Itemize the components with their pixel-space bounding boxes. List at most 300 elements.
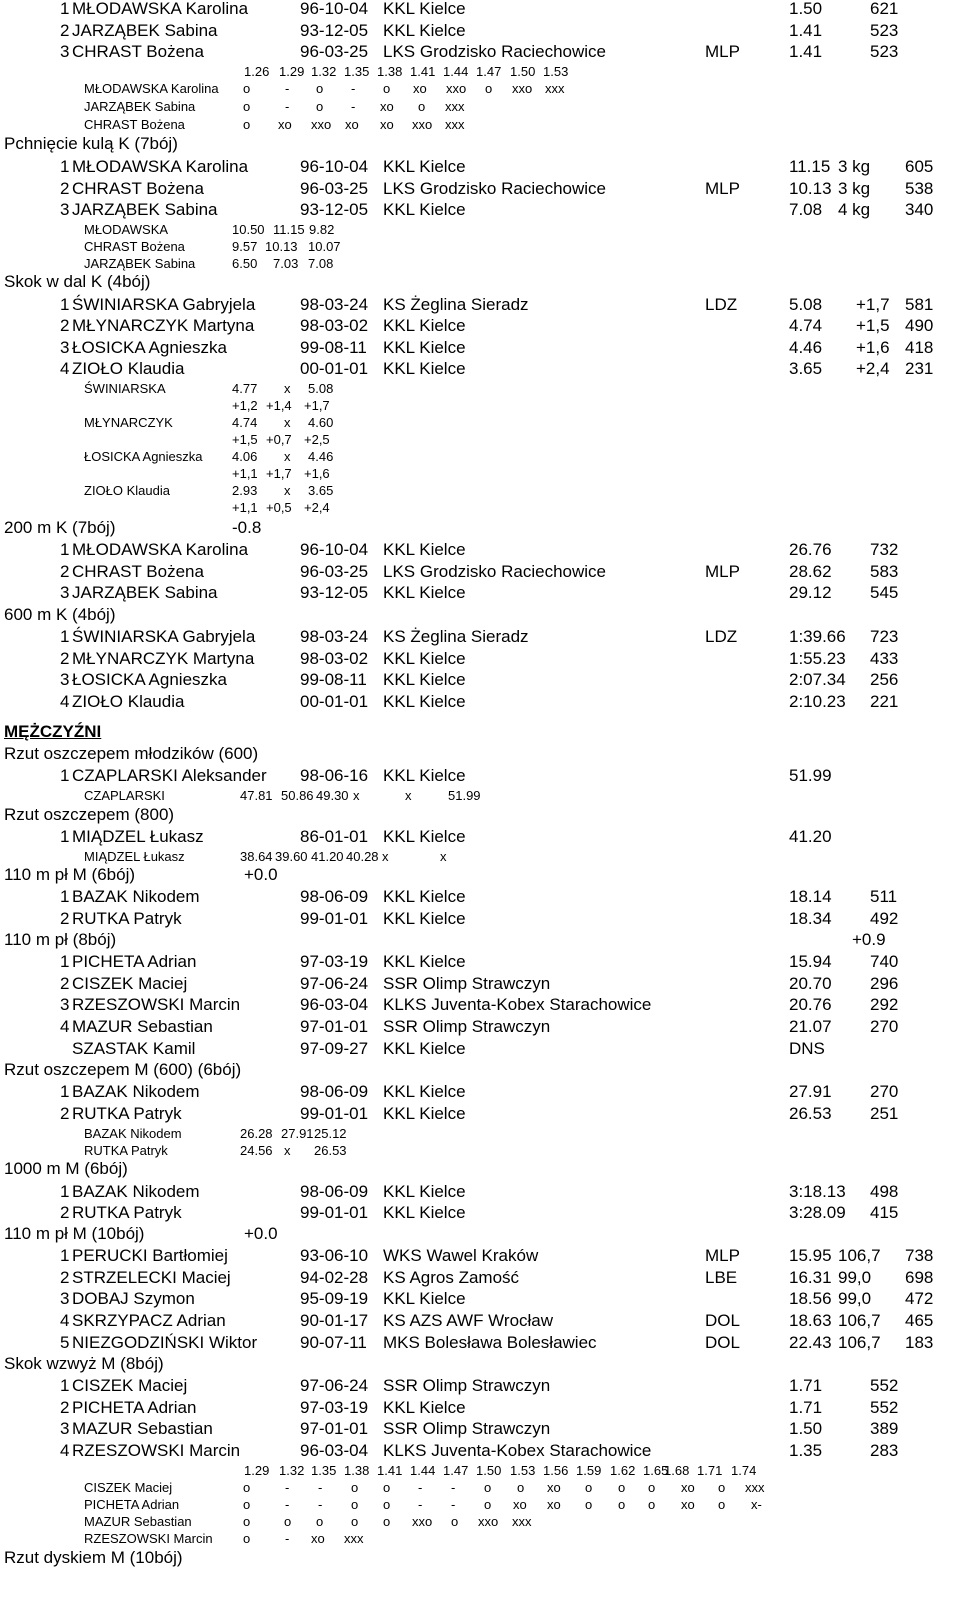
result-cell: 86-01-01 [300,827,369,846]
attempt-cell: o [351,1480,359,1495]
result-cell: DOL [705,1333,740,1352]
result-cell: 1 [60,157,70,176]
attempt-cell: o [351,1514,359,1529]
attempt-cell: RZESZOWSKI Marcin [84,1531,213,1546]
result-cell: KKL Kielce [383,583,466,602]
attempt-cell: 38.64 [240,849,273,864]
result-cell: 98-03-24 [300,295,369,314]
section-heading: MĘŻCZYŹNI [4,722,102,741]
result-cell: 110 m pł (8bój) [4,930,117,949]
result-cell: 96-10-04 [300,540,369,559]
result-cell: 26.76 [789,540,832,559]
result-cell: 552 [870,1376,899,1395]
attempt-cell: o [243,81,251,96]
attempt-cell: 1.50 [510,64,536,79]
result-cell: 90-07-11 [300,1333,367,1352]
attempt-cell: 25.12 [314,1126,347,1141]
attempt-cell: CISZEK Maciej [84,1480,173,1495]
result-cell: 96-10-04 [300,0,369,18]
result-cell: KKL Kielce [383,1289,466,1308]
result-cell: 2 [60,974,70,993]
result-cell: 1 [60,887,70,906]
result-cell: 1 [60,295,70,314]
result-cell: 3 kg [838,157,871,176]
result-cell: 93-12-05 [300,21,369,40]
result-cell: 95-09-19 [300,1289,369,1308]
attempt-cell: 4.46 [308,449,334,464]
result-cell: 4 [60,359,70,378]
result-cell: LDZ [705,627,738,646]
result-cell: 270 [870,1017,899,1036]
result-cell: 97-09-27 [300,1039,369,1058]
section-heading: Rzut oszczepem (800) [4,805,175,824]
attempt-cell: o [383,1497,391,1512]
attempt-cell: o [618,1480,626,1495]
result-cell: 433 [870,649,899,668]
result-cell: 29.12 [789,583,832,602]
result-cell: SSR Olimp Strawczyn [383,1017,551,1036]
attempt-cell: 10.13 [265,239,298,254]
result-cell: 418 [905,338,934,357]
result-cell: 96-10-04 [300,157,369,176]
attempt-cell: +2,4 [304,500,330,515]
result-cell: KKL Kielce [383,338,466,357]
result-cell: WKS Wawel Kraków [383,1246,539,1265]
result-cell: 96-03-25 [300,179,369,198]
attempt-cell: xo [380,117,394,132]
result-cell: 1 [60,827,70,846]
attempt-cell: x [382,849,389,864]
result-cell: 2 [60,1104,70,1123]
attempt-cell: xxo [512,81,533,96]
result-cell: 4.74 [789,316,823,335]
attempt-cell: o [618,1497,626,1512]
result-cell: 492 [870,909,899,928]
result-cell: 18.56 [789,1289,832,1308]
attempt-cell: 1.74 [731,1463,757,1478]
result-cell: RUTKA Patryk [72,1104,182,1123]
result-cell: 4 [60,1017,70,1036]
attempt-cell: xxx [445,99,465,114]
result-cell: CZAPLARSKI Aleksander [72,766,267,785]
result-cell: 1 [60,1246,70,1265]
result-cell: JARZĄBEK Sabina [72,200,218,219]
result-cell: MŁODAWSKA Karolina [72,540,249,559]
attempt-cell: o [718,1497,726,1512]
result-cell: 283 [870,1441,899,1460]
result-cell: 1 [60,766,70,785]
attempt-cell: 1.59 [576,1463,602,1478]
attempt-cell: 1.44 [410,1463,436,1478]
result-cell: KKL Kielce [383,0,466,18]
result-cell: 723 [870,627,899,646]
result-cell: MAZUR Sebastian [72,1419,213,1438]
attempt-cell: xxo [412,117,433,132]
attempt-cell: o [316,99,324,114]
result-cell: KKL Kielce [383,827,466,846]
result-cell: 732 [870,540,899,559]
attempt-cell: - [418,1497,423,1512]
attempt-cell: +0,5 [266,500,292,515]
result-cell: 4 kg [838,200,871,219]
attempt-cell: ZIOŁO Klaudia [84,483,170,498]
result-cell: 99,0 [838,1268,872,1287]
attempt-cell: JARZĄBEK Sabina [84,99,196,114]
attempt-cell: 26.28 [240,1126,273,1141]
result-cell: 581 [905,295,934,314]
result-cell: 3 [60,338,70,357]
result-cell: 3 [60,670,70,689]
result-cell: 99-01-01 [300,1203,369,1222]
result-cell: JARZĄBEK Sabina [72,21,218,40]
result-cell: 97-03-19 [300,952,369,971]
result-cell: 1 [60,1182,70,1201]
result-cell: 94-02-28 [300,1268,369,1287]
result-cell: +0.0 [244,1224,278,1243]
result-cell: 340 [905,200,934,219]
attempt-cell: o [351,1497,359,1512]
result-cell: SSR Olimp Strawczyn [383,974,551,993]
result-cell: CHRAST Bożena [72,42,204,61]
result-cell: 1.71 [789,1376,823,1395]
result-cell: 2 [60,1203,70,1222]
attempt-cell: - [285,99,290,114]
result-cell: 538 [905,179,934,198]
attempt-cell: o [648,1480,656,1495]
result-cell: KKL Kielce [383,1203,466,1222]
attempt-cell: x [284,415,291,430]
result-cell: +2,4 [856,359,890,378]
attempt-cell: xxo [311,117,332,132]
result-cell: 97-03-19 [300,1398,369,1417]
attempt-cell: 51.99 [448,788,481,803]
result-cell: 4 [60,692,70,711]
result-cell: 16.31 [789,1268,832,1287]
attempt-cell: o [484,1480,492,1495]
result-cell: 3 [60,200,70,219]
attempt-cell: 4.74 [232,415,258,430]
result-cell: 292 [870,995,899,1014]
attempt-cell: 9.82 [309,222,335,237]
attempt-cell: 26.53 [314,1143,347,1158]
result-cell: 98-03-02 [300,649,369,668]
attempt-cell: - [318,1497,323,1512]
result-cell: 251 [870,1104,899,1123]
result-cell: BAZAK Nikodem [72,1082,200,1101]
attempt-cell: xxo [446,81,467,96]
result-cell: MŁODAWSKA Karolina [72,157,249,176]
result-cell: ŁOSICKA Agnieszka [72,338,227,357]
result-cell: 2 [60,316,70,335]
result-cell: KKL Kielce [383,200,466,219]
attempt-cell: - [285,1531,290,1546]
result-cell: 41.20 [789,827,832,846]
attempt-cell: o [383,1480,391,1495]
attempt-cell: 4.60 [308,415,334,430]
result-cell: KKL Kielce [383,952,466,971]
result-cell: SKRZYPACZ Adrian [72,1311,226,1330]
result-cell: 99-01-01 [300,909,369,928]
attempt-cell: +2,5 [304,432,330,447]
attempt-cell: 47.81 [240,788,273,803]
attempt-cell: 1.47 [476,64,502,79]
result-cell: KKL Kielce [383,540,466,559]
attempt-cell: x- [751,1497,762,1512]
attempt-cell: o [243,1531,251,1546]
attempt-cell: o [718,1480,726,1495]
attempt-cell: 4.77 [232,381,258,396]
result-cell: 15.94 [789,952,832,971]
attempt-cell: xo [681,1497,695,1512]
result-cell: 1:55.23 [789,649,846,668]
attempt-cell: 3.65 [308,483,334,498]
attempt-cell: - [351,81,356,96]
result-cell: 1 [60,540,70,559]
result-cell: DOL [705,1311,740,1330]
attempt-cell: xo [413,81,427,96]
result-cell: KKL Kielce [383,670,466,689]
result-cell: 511 [870,887,898,906]
attempt-cell: ŁOSICKA Agnieszka [84,449,203,464]
result-cell: 200 m K (7bój) [4,518,116,537]
result-cell: RZESZOWSKI Marcin [72,1441,241,1460]
result-cell: 18.14 [789,887,832,906]
result-cell: 2 [60,562,70,581]
result-cell: 96-03-04 [300,995,369,1014]
attempt-cell: 1.53 [543,64,569,79]
section-heading: 1000 m M (6bój) [4,1159,128,1178]
attempt-cell: o [418,99,426,114]
result-cell: 1.41 [789,21,823,40]
section-heading: Pchnięcie kulą K (7bój) [4,134,178,153]
result-cell: 3 [60,995,70,1014]
attempt-cell: xo [380,99,394,114]
result-cell: +1,6 [856,338,890,357]
result-cell: 296 [870,974,899,993]
attempt-cell: 6.50 [232,256,258,271]
attempt-cell: MAZUR Sebastian [84,1514,192,1529]
result-cell: 256 [870,670,899,689]
attempt-cell: x [405,788,412,803]
result-cell: ZIOŁO Klaudia [72,692,185,711]
result-cell: 00-01-01 [300,359,369,378]
attempt-cell: +1,5 [232,432,258,447]
result-cell: 2 [60,909,70,928]
attempt-cell: - [285,1497,290,1512]
result-cell: 27.91 [789,1082,832,1101]
result-cell: 3 [60,1289,70,1308]
attempt-cell: ŚWINIARSKA [84,381,166,396]
attempt-cell: xo [513,1497,527,1512]
result-cell: 21.07 [789,1017,832,1036]
result-cell: KKL Kielce [383,692,466,711]
result-cell: 26.53 [789,1104,832,1123]
result-cell: KS Żeglina Sieradz [383,627,529,646]
section-heading: 600 m K (4bój) [4,605,116,624]
result-cell: 2 [60,1268,70,1287]
result-cell: 98-03-24 [300,627,369,646]
result-cell: 5 [60,1333,70,1352]
attempt-cell: xo [547,1480,561,1495]
result-cell: 51.99 [789,766,832,785]
result-cell: 523 [870,42,899,61]
result-cell: 97-01-01 [300,1017,369,1036]
result-cell: 1 [60,0,70,18]
attempt-cell: xxx [512,1514,532,1529]
result-cell: KLKS Juventa-Kobex Starachowice [383,1441,652,1460]
result-cell: KKL Kielce [383,1039,466,1058]
attempt-cell: xxx [545,81,565,96]
result-cell: 3 [60,1419,70,1438]
result-cell: 2:10.23 [789,692,846,711]
attempt-cell: 1.32 [279,1463,305,1478]
result-cell: 10.13 [789,179,832,198]
result-cell: DNS [789,1039,825,1058]
attempt-cell: MŁODAWSKA Karolina [84,81,219,96]
result-cell: KKL Kielce [383,1082,466,1101]
result-cell: 3.65 [789,359,823,378]
attempt-cell: BAZAK Nikodem [84,1126,182,1141]
result-cell: CHRAST Bożena [72,562,204,581]
attempt-cell: o [451,1514,459,1529]
result-cell: JARZĄBEK Sabina [72,583,218,602]
result-cell: 2 [60,649,70,668]
section-heading: Rzut oszczepem M (600) (6bój) [4,1060,242,1079]
result-cell: STRZELECKI Maciej [72,1268,231,1287]
attempt-cell: CHRAST Bożena [84,117,185,132]
result-cell: 99-01-01 [300,1104,369,1123]
result-cell: 2 [60,1398,70,1417]
result-cell: CISZEK Maciej [72,974,188,993]
result-cell: 583 [870,562,899,581]
result-cell: KKL Kielce [383,316,466,335]
result-cell: 18.34 [789,909,832,928]
result-cell: 110 m pł M (6bój) [4,865,136,884]
attempt-cell: 1.50 [476,1463,502,1478]
attempt-cell: x [284,449,291,464]
attempt-cell: 1.35 [311,1463,337,1478]
result-cell: MAZUR Sebastian [72,1017,213,1036]
attempt-cell: 9.57 [232,239,258,254]
attempt-cell: x [284,381,291,396]
attempt-cell: 1.32 [311,64,337,79]
result-cell: 106,7 [838,1311,881,1330]
result-cell: 98-06-09 [300,887,369,906]
result-cell: 3:18.13 [789,1182,846,1201]
result-cell: LKS Grodzisko Raciechowice [383,179,606,198]
result-cell: KKL Kielce [383,909,466,928]
result-cell: KS Agros Zamość [383,1268,520,1287]
result-cell: MKS Bolesława Bolesławiec [383,1333,597,1352]
attempt-cell: - [285,81,290,96]
attempt-cell: +1,7 [304,398,330,413]
attempt-cell: o [243,117,251,132]
attempt-cell: xxx [344,1531,364,1546]
attempt-cell: 1.35 [344,64,370,79]
result-cell: 221 [870,692,899,711]
result-cell: 2 [60,179,70,198]
attempt-cell: CHRAST Bożena [84,239,185,254]
result-cell: 465 [905,1311,934,1330]
result-cell: 621 [870,0,899,18]
result-cell: KS Żeglina Sieradz [383,295,529,314]
result-cell: 97-01-01 [300,1419,369,1438]
attempt-cell: xxo [478,1514,499,1529]
result-cell: 545 [870,583,899,602]
attempt-cell: +1,2 [232,398,258,413]
attempt-cell: o [284,1514,292,1529]
attempt-cell: 1.47 [443,1463,469,1478]
result-cell: 1 [60,1082,70,1101]
result-cell: 20.76 [789,995,832,1014]
attempt-cell: 27.91 [281,1126,314,1141]
attempt-cell: 1.62 [610,1463,636,1478]
attempt-cell: o [243,1497,251,1512]
result-cell: 97-06-24 [300,974,369,993]
result-cell: 90-01-17 [300,1311,369,1330]
result-cell: 96-03-25 [300,562,369,581]
result-cell: ŚWINIARSKA Gabryjela [72,295,256,314]
attempt-cell: x [353,788,360,803]
attempt-cell: xo [311,1531,325,1546]
result-cell: -0.8 [232,518,262,537]
attempt-cell: 1.41 [377,1463,403,1478]
result-cell: KKL Kielce [383,766,466,785]
result-cell: 523 [870,21,899,40]
attempt-cell: o [243,1514,251,1529]
attempt-cell: 1.68 [664,1463,690,1478]
attempt-cell: 1.53 [510,1463,536,1478]
attempt-cell: 1.38 [377,64,403,79]
result-cell: LKS Grodzisko Raciechowice [383,562,606,581]
section-heading: Skok wzwyż M (8bój) [4,1354,164,1373]
result-cell: KKL Kielce [383,359,466,378]
attempt-cell: MIĄDZEL Łukasz [84,849,185,864]
result-cell: 18.63 [789,1311,832,1330]
result-cell: ZIOŁO Klaudia [72,359,185,378]
result-cell: SSR Olimp Strawczyn [383,1419,551,1438]
result-cell: BAZAK Nikodem [72,1182,200,1201]
result-cell: 389 [870,1419,899,1438]
result-cell: MIĄDZEL Łukasz [72,827,204,846]
result-cell: PICHETA Adrian [72,952,197,971]
result-cell: 96-03-25 [300,42,369,61]
result-cell: LKS Grodzisko Raciechowice [383,42,606,61]
result-cell: 1.50 [789,0,823,18]
attempt-cell: xxx [445,117,465,132]
attempt-cell: 39.60 [275,849,308,864]
result-cell: 2:07.34 [789,670,846,689]
attempt-cell: 5.08 [308,381,334,396]
result-cell: 93-12-05 [300,200,369,219]
result-cell: 1.35 [789,1441,823,1460]
result-cell: 110 m pł M (10bój) [4,1224,145,1243]
result-cell: LBE [705,1268,738,1287]
result-cell: CISZEK Maciej [72,1376,188,1395]
attempt-cell: o [316,81,324,96]
attempt-cell: - [418,1480,423,1495]
attempt-cell: 10.50 [232,222,265,237]
result-cell: 270 [870,1082,899,1101]
section-heading: Rzut dyskiem M (10bój) [4,1548,183,1567]
result-cell: 4.46 [789,338,823,357]
attempt-cell: +1,7 [266,466,292,481]
result-cell: +1,5 [856,316,890,335]
attempt-cell: 11.15 [273,222,305,237]
result-cell: 490 [905,316,934,335]
attempt-cell: 1.29 [279,64,305,79]
result-cell: 1 [60,1376,70,1395]
